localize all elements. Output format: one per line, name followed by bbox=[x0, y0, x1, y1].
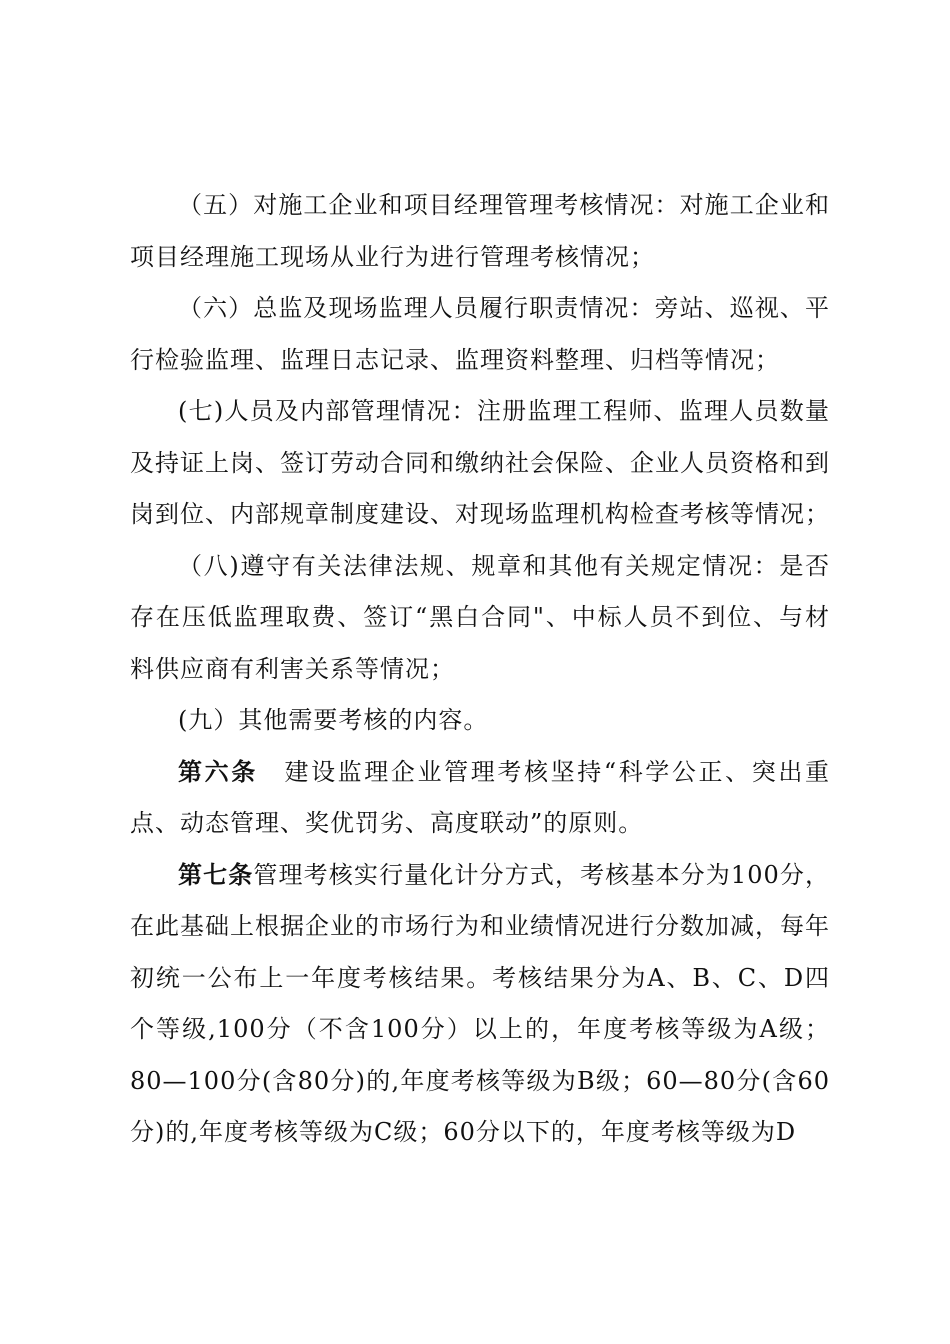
article-heading: 第六条 bbox=[178, 757, 258, 786]
paragraph-text: （六）总监及现场监理人员履行职责情况：旁站、巡视、平行检验监理、监理日志记录、监理资料整理、归档等情况； bbox=[130, 294, 830, 374]
article-6 bbox=[130, 747, 830, 850]
paragraph-text: 建设监理企业管理考核坚持“科学公正、突出重点、动态管理、奖优罚劣、高度联动”的原则。 bbox=[130, 757, 830, 837]
paragraph-text: (七)人员及内部管理情况：注册监理工程师、监理人员数量及持证上岗、签订劳动合同和缴纳社会保险、企业人员资格和到岗到位、内部规章制度建设、对现场监理机构检查考核等情况； bbox=[130, 397, 830, 528]
document-page bbox=[130, 180, 830, 1159]
paragraph-text: （五）对施工企业和项目经理管理考核情况：对施工企业和项目经理施工现场从业行为进行管理考核情况； bbox=[130, 191, 830, 271]
article-heading: 第七条 bbox=[178, 860, 254, 889]
paragraph-text: (九）其他需要考核的内容。 bbox=[178, 706, 489, 734]
article-7 bbox=[130, 850, 830, 1159]
paragraph-item-6 bbox=[130, 283, 830, 386]
paragraph-item-9 bbox=[130, 695, 830, 747]
paragraph-item-7 bbox=[130, 386, 830, 541]
paragraph-text: 管理考核实行量化计分方式，考核基本分为100分，在此基础上根据企业的市场行为和业绩情况进行分数加减，每年初统一公布上一年度考核结果。考核结果分为A、B、C、D四个等级,100分（不含100分）以上的，年度考核等级为A级；80—100分(含80分)的,年度考核等级为B级；60—80分(含60分)的,年度考核等级为C级；60分以下的，年度考核等级为D bbox=[130, 860, 831, 1146]
paragraph-item-5 bbox=[130, 180, 830, 283]
paragraph-text: （八)遵守有关法律法规、规章和其他有关规定情况：是否存在压低监理取费、签订“黑白合同"、中标人员不到位、与材料供应商有利害关系等情况； bbox=[130, 551, 830, 683]
paragraph-item-8 bbox=[130, 541, 830, 696]
